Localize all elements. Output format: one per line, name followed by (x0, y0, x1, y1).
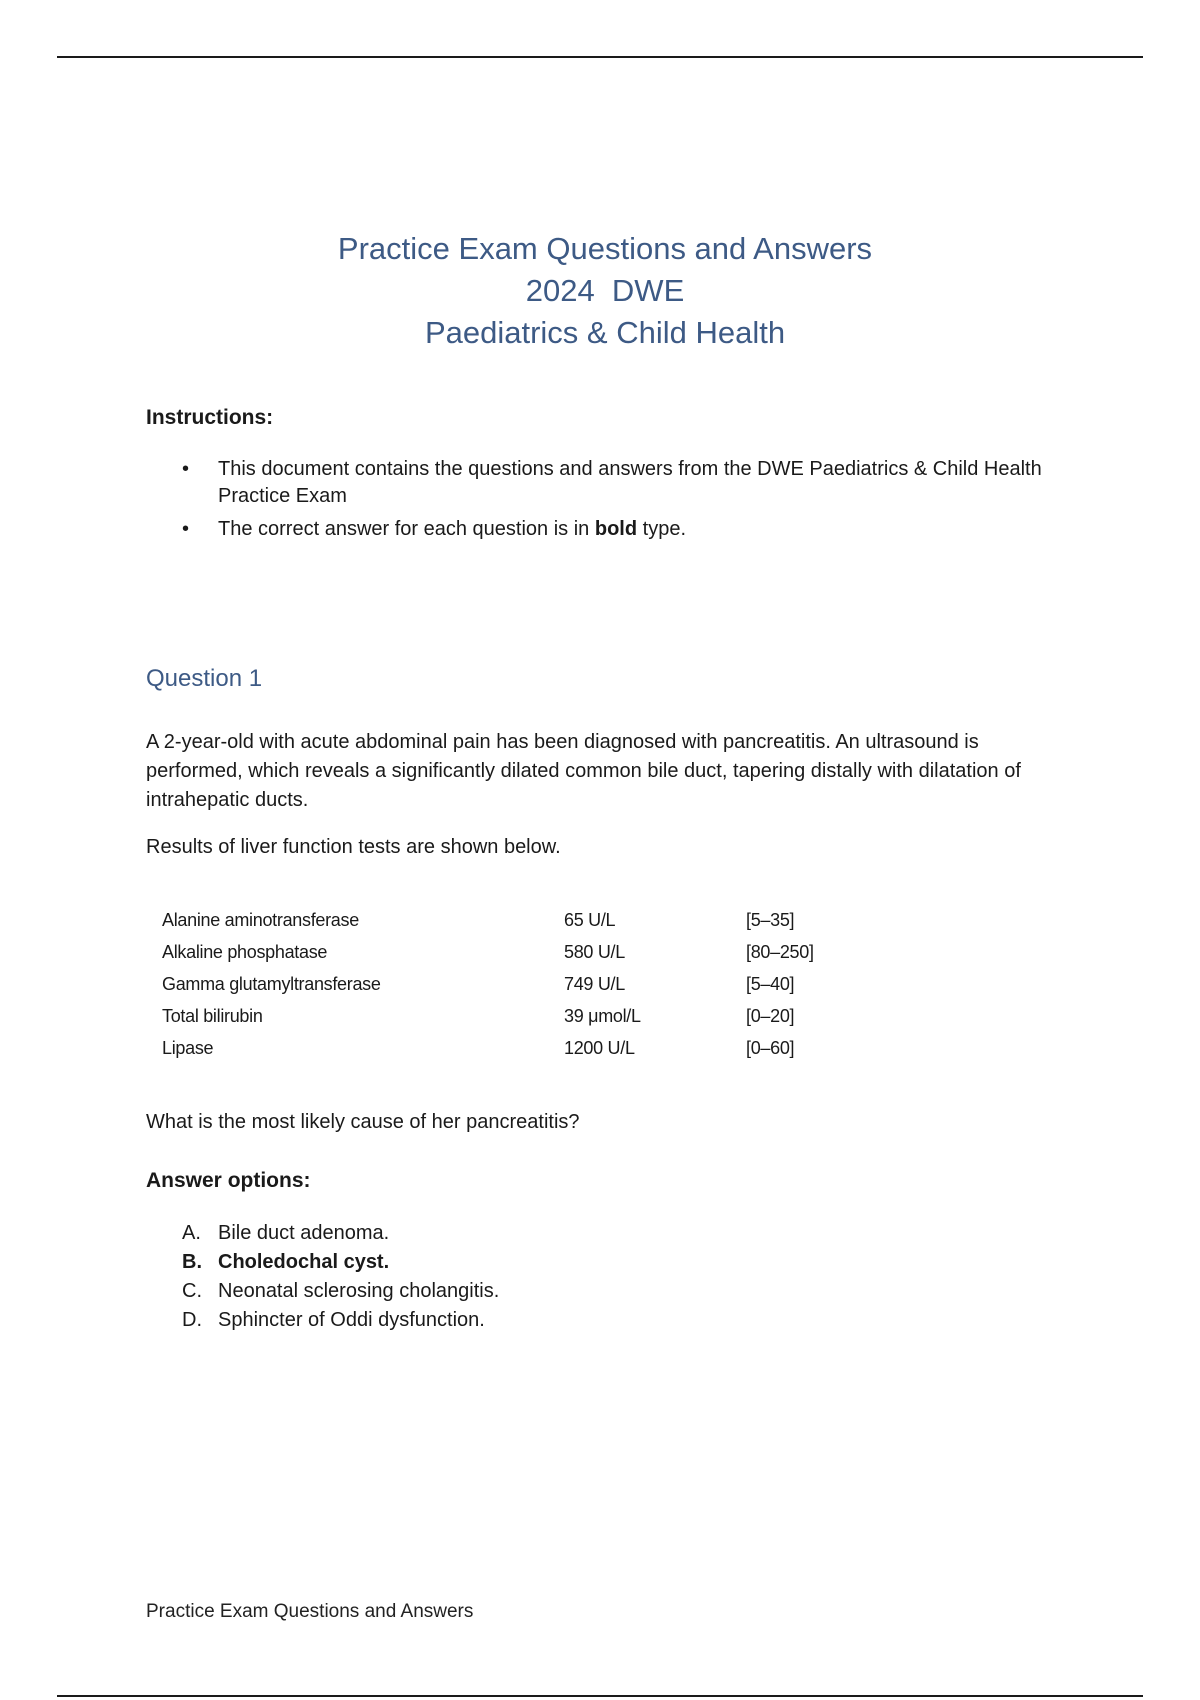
answer-option-b-correct (182, 1248, 499, 1277)
document-title (0, 228, 1200, 354)
reference-range: [0–60] (746, 1037, 795, 1058)
bullet-icon: • (182, 518, 190, 540)
bullet-icon: • (182, 458, 190, 480)
option-text: Choledochal cyst. (218, 1251, 390, 1273)
option-letter: A. (182, 1222, 201, 1244)
results-intro: Results of liver function tests are shown below. (146, 836, 561, 858)
table-row (162, 1000, 846, 1032)
instruction-item (182, 456, 1042, 510)
option-text: Neonatal sclerosing cholangitis. (218, 1280, 500, 1302)
instruction-text-before: The correct answer for each question is in (218, 518, 595, 540)
instruction-item (182, 516, 1042, 543)
instructions-heading: Instructions: (146, 406, 274, 429)
table-row (162, 968, 846, 1000)
instruction-bold-word: bold (594, 518, 638, 540)
option-letter: C. (182, 1280, 202, 1302)
test-name: Lipase (162, 1037, 214, 1058)
test-name: Alkaline phosphatase (162, 941, 328, 962)
option-letter: B. (182, 1251, 202, 1273)
table-row (162, 904, 846, 936)
option-text: Sphincter of Oddi dysfunction. (218, 1309, 485, 1331)
option-text: Bile duct adenoma. (218, 1222, 390, 1244)
test-value: 580 U/L (564, 941, 625, 962)
test-name: Total bilirubin (162, 1005, 263, 1026)
question-prompt: What is the most likely cause of her pancreatitis? (146, 1111, 580, 1133)
answer-option-d (182, 1306, 499, 1335)
answer-options-heading: Answer options: (146, 1169, 311, 1192)
answer-options-list (182, 1219, 499, 1335)
test-name: Gamma glutamyltransferase (162, 973, 381, 994)
test-value: 749 U/L (564, 973, 625, 994)
question-heading: Question 1 (146, 665, 263, 692)
test-value: 39 μmol/L (564, 1005, 641, 1026)
footer-rule (57, 1695, 1143, 1697)
reference-range: [80–250] (746, 941, 814, 962)
option-letter: D. (182, 1309, 202, 1331)
test-value: 1200 U/L (564, 1037, 635, 1058)
answer-option-a (182, 1219, 499, 1248)
title-line-2: 2024 DWE (525, 273, 685, 308)
test-name: Alanine aminotransferase (162, 909, 359, 930)
reference-range: [0–20] (746, 1005, 795, 1026)
question-stem: A 2-year-old with acute abdominal pain has been diagnosed with pancreatitis. An ultrasound is performed, which reveals a significantly dilated common bile duct, tapering distally with dilatation of intrahepatic ducts. (146, 731, 1021, 811)
instructions-list (182, 456, 1042, 549)
answer-option-c (182, 1277, 499, 1306)
liver-function-table (162, 904, 846, 1064)
header-rule (57, 56, 1143, 58)
page-footer: Practice Exam Questions and Answers (146, 1601, 474, 1622)
instruction-text: This document contains the questions and answers from the DWE Paediatrics & Child Health Practice Exam (218, 458, 1042, 507)
title-line-1: Practice Exam Questions and Answers (337, 231, 873, 266)
reference-range: [5–35] (746, 909, 795, 930)
table-row (162, 1032, 846, 1064)
reference-range: [5–40] (746, 973, 795, 994)
instruction-text-after: type. (637, 518, 686, 540)
table-row (162, 936, 846, 968)
test-value: 65 U/L (564, 909, 616, 930)
title-line-3: Paediatrics & Child Health (424, 315, 786, 350)
